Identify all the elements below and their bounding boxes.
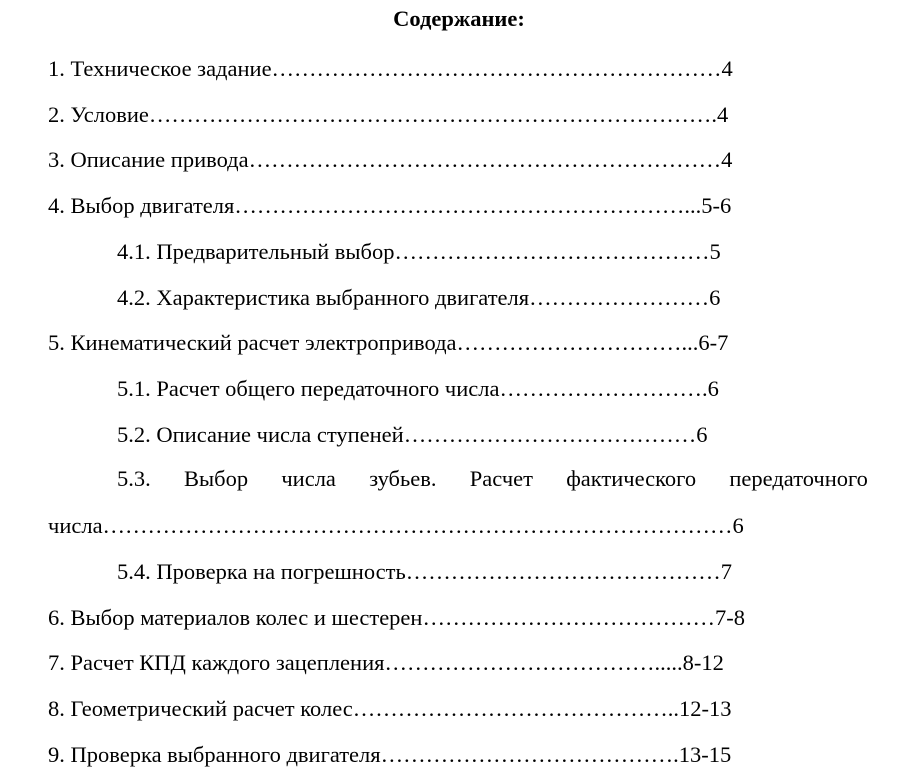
toc-subentry: 4.2. Характеристика выбранного двигателя……………………6 [117, 285, 721, 310]
toc-entry: 3. Описание привода………………………………………………………4 [48, 147, 733, 172]
toc-subentry-justified [117, 466, 868, 492]
toc-word: передаточного [729, 466, 868, 491]
toc-word: числа [281, 466, 336, 491]
toc-entry: 2. Условие………………………………………………………………….4 [48, 102, 729, 127]
toc-entry: 9. Проверка выбранного двигателя………………………………….13-15 [48, 742, 732, 767]
toc-subentry: 5.4. Проверка на погрешность……………………………………7 [117, 559, 732, 584]
toc-entry: 8. Геометрический расчет колес……………………………………..12-13 [48, 696, 732, 721]
toc-entry: 6. Выбор материалов колес и шестерен…………………………………7-8 [48, 605, 745, 630]
toc-title: Содержание: [393, 6, 525, 31]
toc-word: Выбор [184, 466, 249, 491]
toc-entry: 1. Техническое задание……………………………………………………4 [48, 56, 733, 81]
toc-word: Расчет [469, 466, 533, 491]
toc-subentry: 5.1. Расчет общего передаточного числа……………………….6 [117, 376, 719, 401]
toc-continuation: числа…………………………………………………………………………6 [48, 513, 744, 538]
toc-word: 5.3. [117, 466, 151, 491]
toc-entry: 7. Расчет КПД каждого зацепления……………………………….....8-12 [48, 650, 724, 675]
toc-subentry: 5.2. Описание числа ступеней…………………………………6 [117, 422, 708, 447]
toc-entry: 4. Выбор двигателя……………………………………………………...5-6 [48, 193, 732, 218]
toc-subentry: 4.1. Предварительный выбор……………………………………5 [117, 239, 721, 264]
toc-entry: 5. Кинематический расчет электропривода…………………………...6-7 [48, 330, 729, 355]
toc-word: фактического [566, 466, 697, 491]
toc-word: зубьев. [369, 466, 437, 491]
